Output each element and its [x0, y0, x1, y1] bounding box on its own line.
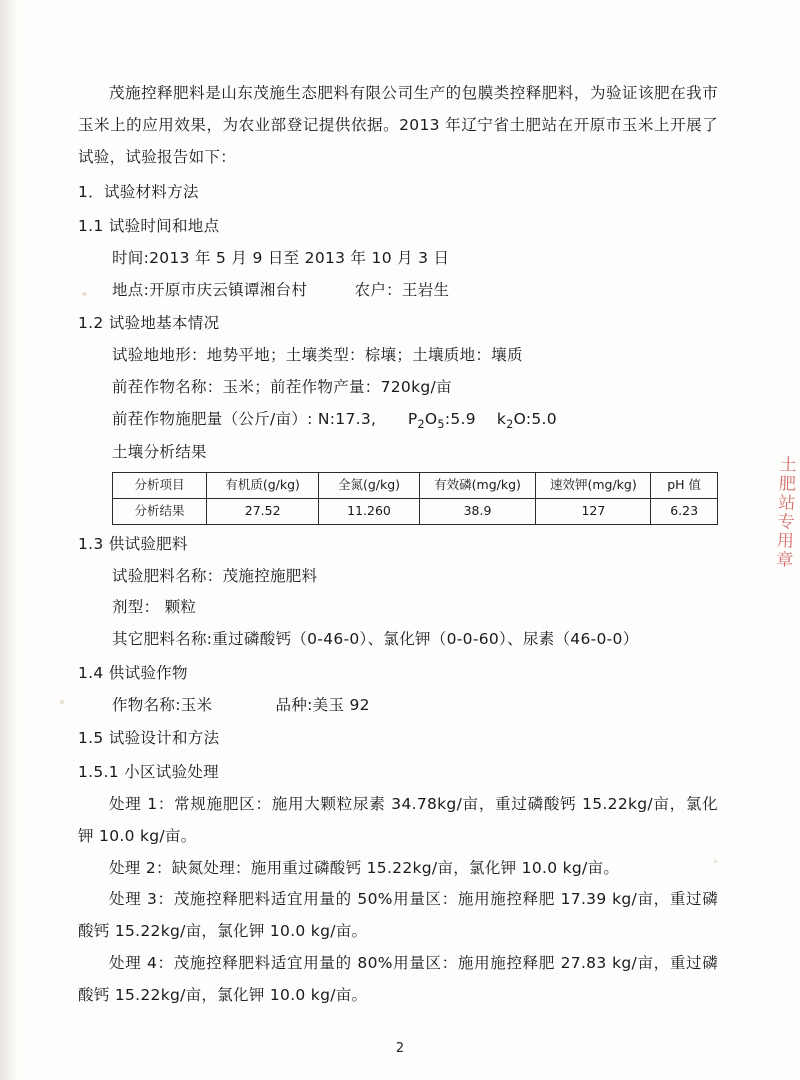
section-1-3-title: 1.3 供试验肥料 — [78, 534, 188, 553]
table-header-cell: 速效钾(mg/kg) — [536, 473, 651, 499]
paper-speck — [60, 700, 64, 704]
section-1-4-title: 1.4 供试验作物 — [78, 663, 188, 682]
document-body — [78, 78, 718, 1011]
previous-crop-line: 前茬作物名称：玉米；前茬作物产量：720kg/亩 — [112, 377, 452, 396]
table-row — [113, 499, 718, 525]
fert-mid-o: O — [424, 409, 438, 428]
soil-analysis-table — [112, 472, 718, 525]
fert-sub-k2: 2 — [506, 417, 514, 431]
fert-end: O:5.0 — [513, 409, 557, 428]
fert-pre: 前茬作物施肥量（公斤/亩）: N:17.3, P — [112, 409, 418, 428]
treatment-2: 处理 2：缺氮处理：施用重过磷酸钙 15.22kg/亩，氯化钾 10.0 kg/亩。 — [109, 858, 620, 877]
fert-sub-5: 5 — [437, 417, 445, 431]
test-fertilizer-name: 试验肥料名称：茂施控施肥料 — [112, 566, 318, 585]
fert-sub-2: 2 — [417, 417, 425, 431]
table-cell: 38.9 — [419, 499, 536, 525]
section-1-5-1-title: 1.5.1 小区试验处理 — [78, 763, 219, 782]
table-header-cell: pH 值 — [651, 473, 718, 499]
page-number: 2 — [395, 1041, 405, 1056]
field-terrain-line: 试验地地形：地势平地；土壤类型：棕壤；土壤质地：壤质 — [112, 346, 523, 365]
previous-fertilizer-line — [78, 404, 718, 437]
table-cell: 11.260 — [319, 499, 419, 525]
section-1-1-title: 1.1 试验时间和地点 — [78, 217, 220, 236]
section-1-2-title: 1.2 试验地基本情况 — [78, 314, 220, 333]
experiment-place: 地点:开原市庆云镇谭湘台村 农户：王岩生 — [112, 280, 450, 299]
crop-name-variety: 作物名称:玉米 品种:美玉 92 — [112, 695, 370, 714]
table-cell: 分析结果 — [113, 499, 207, 525]
table-cell: 27.52 — [206, 499, 318, 525]
table-header-cell: 有效磷(mg/kg) — [419, 473, 536, 499]
red-stamp-text: 土肥站专用章 — [772, 455, 796, 570]
fert-post: :5.9 k — [444, 409, 507, 428]
experiment-time: 时间:2013 年 5 月 9 日至 2013 年 10 月 3 日 — [112, 248, 450, 267]
treatment-1: 处理 1：常规施肥区：施用大颗粒尿素 34.78kg/亩，重过磷酸钙 15.22kg/亩，氯化钾 10.0 kg/亩。 — [78, 795, 718, 845]
table-cell: 6.23 — [651, 499, 718, 525]
other-fertilizers: 其它肥料名称:重过磷酸钙（0-46-0）、氯化钾（0-0-60）、尿素（46-0-0） — [112, 630, 639, 649]
table-cell: 127 — [536, 499, 651, 525]
intro-paragraph: 茂施控释肥料是山东茂施生态肥料有限公司生产的包膜类控释肥料，为验证该肥在我市玉米上的应用效果，为农业部登记提供依据。2013 年辽宁省土肥站在开原市玉米上开展了试验，试验报告如下： — [78, 84, 718, 166]
soil-table-caption: 土壤分析结果 — [112, 442, 207, 461]
table-header-row — [113, 473, 718, 499]
treatment-3: 处理 3：茂施控释肥料适宜用量的 50%用量区：施用施控释肥 17.39 kg/亩，重过磷酸钙 15.22kg/亩，氯化钾 10.0 kg/亩。 — [78, 890, 718, 941]
section-1-title: 1．试验材料方法 — [78, 183, 199, 202]
page-edge-shadow — [0, 0, 18, 1080]
fertilizer-form: 剂型： 颗粒 — [112, 598, 197, 617]
table-header-cell: 有机质(g/kg) — [206, 473, 318, 499]
table-header-cell: 分析项目 — [113, 473, 207, 499]
table-header-cell: 全氮(g/kg) — [319, 473, 419, 499]
section-1-5-title: 1.5 试验设计和方法 — [78, 729, 220, 748]
treatment-4: 处理 4：茂施控释肥料适宜用量的 80%用量区：施用施控释肥 27.83 kg/亩，重过磷酸钙 15.22kg/亩，氯化钾 10.0 kg/亩。 — [78, 953, 718, 1004]
